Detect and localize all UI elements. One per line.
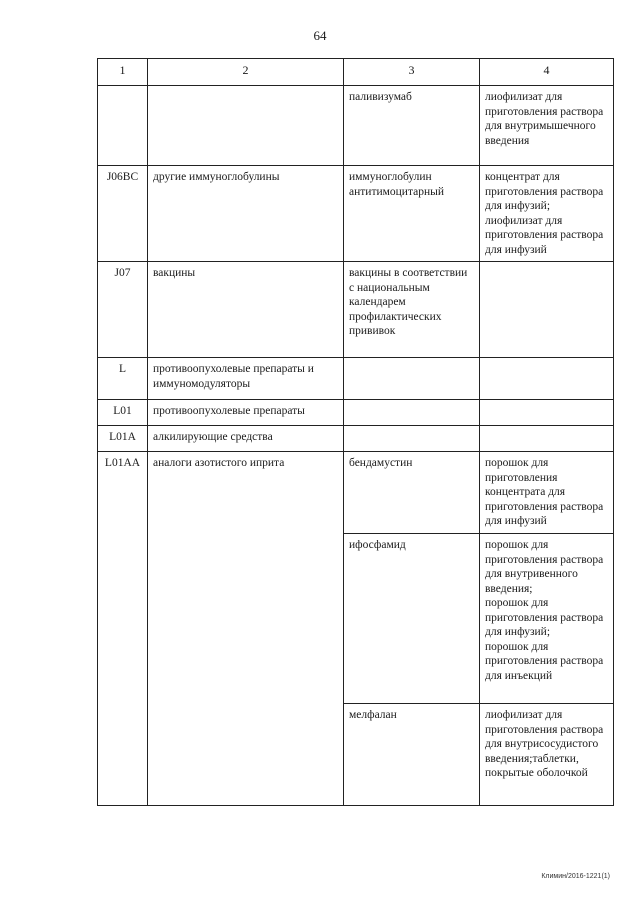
drug-name: бендамустин — [344, 452, 480, 534]
table-header-row — [98, 59, 614, 86]
atc-code: J07 — [98, 262, 148, 358]
atc-code: L — [98, 358, 148, 400]
group-name — [148, 86, 344, 166]
dosage-form-line: концентрат для приготовления раствора для инфузий; — [485, 171, 604, 212]
group-name: аналоги азотистого иприта — [148, 452, 344, 806]
atc-code — [98, 86, 148, 166]
dosage-form: лиофилизат для приготовления раствора для внутримышечного введения — [480, 86, 614, 166]
dosage-form-line: лиофилизат для приготовления раствора для инфузий — [485, 214, 604, 256]
header-col-2: 2 — [148, 59, 344, 86]
dosage-form — [480, 534, 614, 704]
atc-code: J06BC — [98, 166, 148, 262]
dosage-form-line: лиофилизат для приготовления раствора для внутрисосудистого введения;таблетки, покрытые оболочкой — [485, 709, 604, 779]
table-row — [98, 426, 614, 452]
atc-code: L01A — [98, 426, 148, 452]
dosage-form: порошок для приготовления концентрата для приготовления раствора для инфузий — [480, 452, 614, 534]
drug-name: мелфалан — [344, 704, 480, 806]
footer-document-code: Климин/2016-1221(1) — [541, 873, 610, 880]
group-name: вакцины — [148, 262, 344, 358]
drug-name: ифосфамид — [344, 534, 480, 704]
dosage-form-line: порошок для приготовления раствора для инъекций — [485, 640, 604, 682]
group-name: противоопухолевые препараты и иммуномодуляторы — [148, 358, 344, 400]
atc-code: L01AA — [98, 452, 148, 806]
table-row — [98, 166, 614, 262]
dosage-form — [480, 426, 614, 452]
drug-name: вакцины в соответствии с национальным календарем профилактических прививок — [344, 262, 480, 358]
group-name: алкилирующие средства — [148, 426, 344, 452]
dosage-form — [480, 166, 614, 262]
drug-name: иммуноглобулин антитимоцитарный — [344, 166, 480, 262]
dosage-form — [480, 262, 614, 358]
table-row — [98, 262, 614, 358]
dosage-form — [480, 358, 614, 400]
table-row — [98, 86, 614, 166]
dosage-form-line: порошок для приготовления раствора для внутривенного введения; — [485, 539, 604, 595]
drug-name — [344, 426, 480, 452]
table-row — [98, 452, 614, 534]
drug-name — [344, 400, 480, 426]
drug-name: паливизумаб — [344, 86, 480, 166]
header-col-4: 4 — [480, 59, 614, 86]
header-col-1: 1 — [98, 59, 148, 86]
header-col-3: 3 — [344, 59, 480, 86]
page-number: 64 — [313, 28, 327, 43]
group-name: противоопухолевые препараты — [148, 400, 344, 426]
atc-code: L01 — [98, 400, 148, 426]
table-row — [98, 400, 614, 426]
drug-table — [97, 58, 614, 806]
group-name: другие иммуноглобулины — [148, 166, 344, 262]
dosage-form-line: порошок для приготовления раствора для инфузий; — [485, 597, 604, 638]
dosage-form — [480, 704, 614, 806]
drug-name — [344, 358, 480, 400]
table-row — [98, 358, 614, 400]
dosage-form — [480, 400, 614, 426]
